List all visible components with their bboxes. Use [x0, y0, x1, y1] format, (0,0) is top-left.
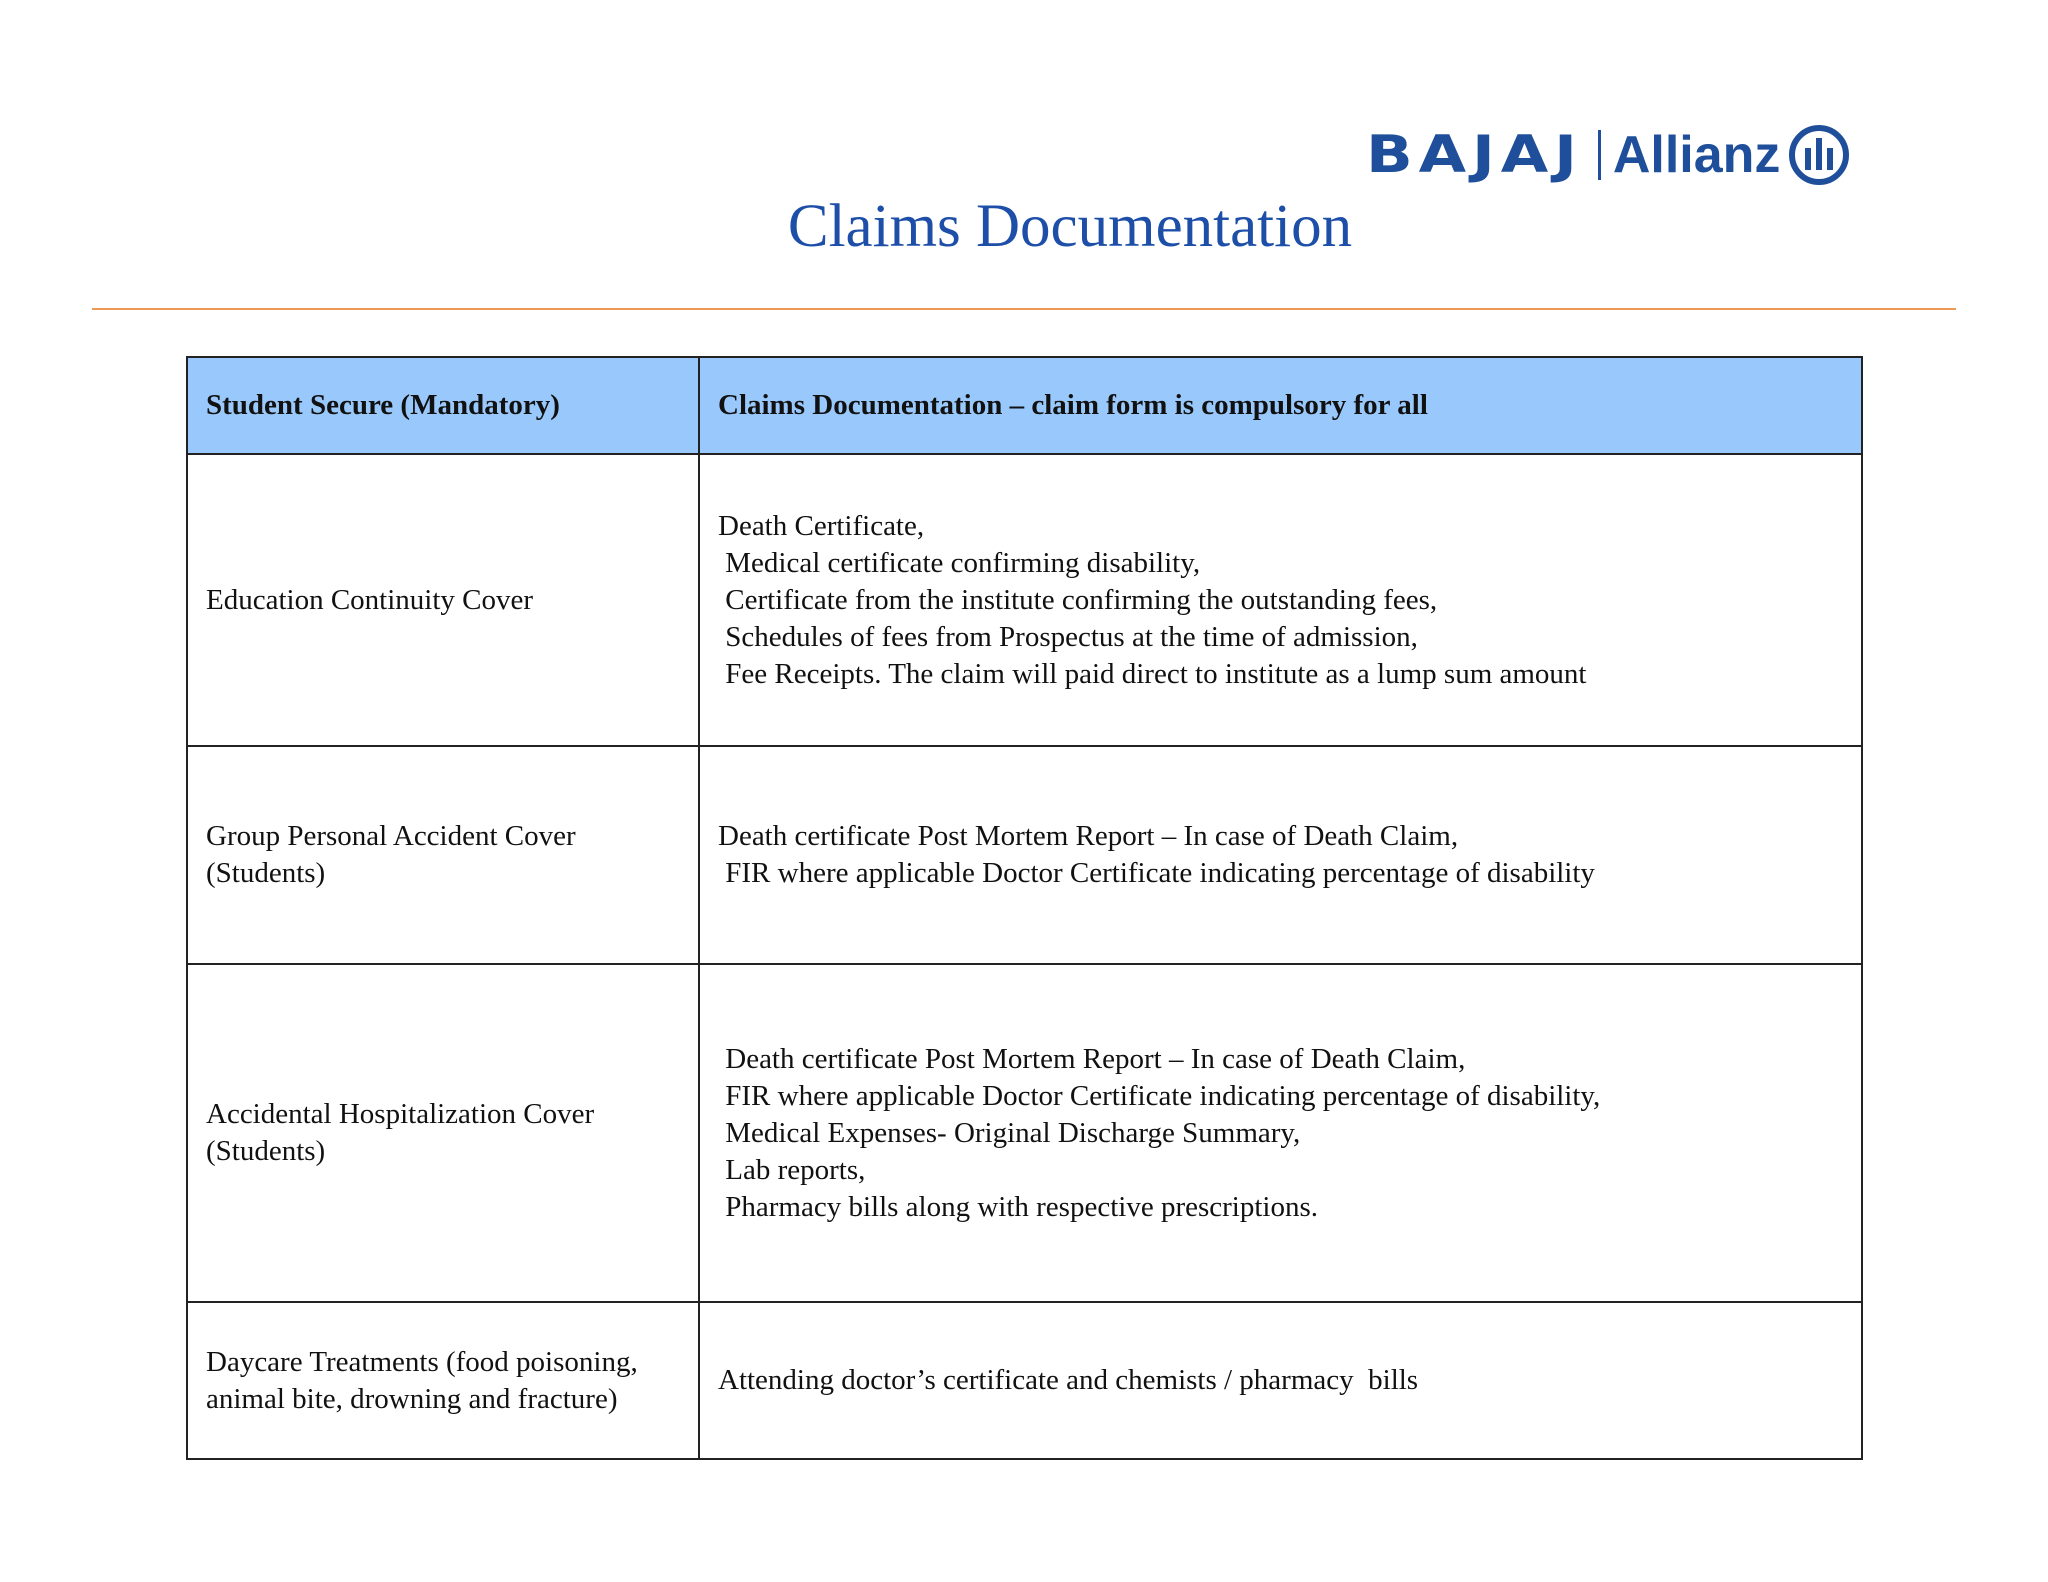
document-line: Certificate from the institute confirming the outstanding fees,	[718, 583, 1438, 616]
documents-cell	[699, 1302, 1862, 1459]
document-line: Fee Receipts. The claim will paid direct to institute as a lump sum amount	[718, 657, 1587, 690]
cover-text: Daycare Treatments (food poisoning,	[206, 1345, 638, 1378]
allianz-eagle-icon	[1788, 124, 1850, 186]
cover-cell	[187, 454, 699, 746]
cover-text: (Students)	[206, 857, 326, 889]
cover-text: (Students)	[206, 1135, 326, 1167]
document-line: Death certificate Post Mortem Report – In case of Death Claim,	[718, 820, 1459, 852]
cover-cell	[187, 964, 699, 1302]
cover-text: Accidental Hospitalization Cover	[206, 1098, 595, 1130]
orange-divider	[92, 308, 1956, 310]
claims-table	[186, 356, 1863, 1460]
cover-text: animal bite, drowning and fracture)	[206, 1382, 618, 1415]
page-title: Claims Documentation	[787, 193, 1353, 260]
document-line: Medical Expenses- Original Discharge Summary,	[718, 1116, 1301, 1149]
cover-cell	[187, 1302, 699, 1459]
table-row	[187, 964, 1862, 1302]
document-line: Death Certificate,	[718, 509, 925, 542]
documents-cell	[699, 746, 1862, 964]
table-row	[187, 454, 1862, 746]
cover-text: Education Continuity Cover	[206, 583, 534, 616]
document-line: Attending doctor’s certificate and chemists / pharmacy bills	[718, 1364, 1419, 1396]
document-line: FIR where applicable Doctor Certificate indicating percentage of disability,	[718, 1079, 1601, 1112]
column-header-documents: Claims Documentation – claim form is compulsory for all	[699, 357, 1862, 454]
document-line: Lab reports,	[718, 1153, 866, 1186]
document-line: Pharmacy bills along with respective prescriptions.	[718, 1190, 1318, 1223]
documents-cell	[699, 454, 1862, 746]
document-line: FIR where applicable Doctor Certificate indicating percentage of disability	[718, 857, 1595, 889]
table-row	[187, 1302, 1862, 1459]
cover-text: Group Personal Accident Cover	[206, 820, 576, 852]
document-line: Death certificate Post Mortem Report – In case of Death Claim,	[718, 1042, 1466, 1075]
column-header-cover: Student Secure (Mandatory)	[187, 357, 699, 454]
bajaj-allianz-logo	[1366, 120, 1850, 190]
logo-bajaj-text: BAJAJ	[1366, 125, 1583, 185]
documents-cell	[699, 964, 1862, 1302]
logo-allianz-text: Allianz	[1612, 126, 1781, 184]
logo-separator	[1598, 130, 1601, 180]
document-line: Schedules of fees from Prospectus at the time of admission,	[718, 620, 1418, 653]
table-header-row	[187, 357, 1862, 454]
cover-cell	[187, 746, 699, 964]
table-row	[187, 746, 1862, 964]
document-line: Medical certificate confirming disability,	[718, 546, 1201, 579]
